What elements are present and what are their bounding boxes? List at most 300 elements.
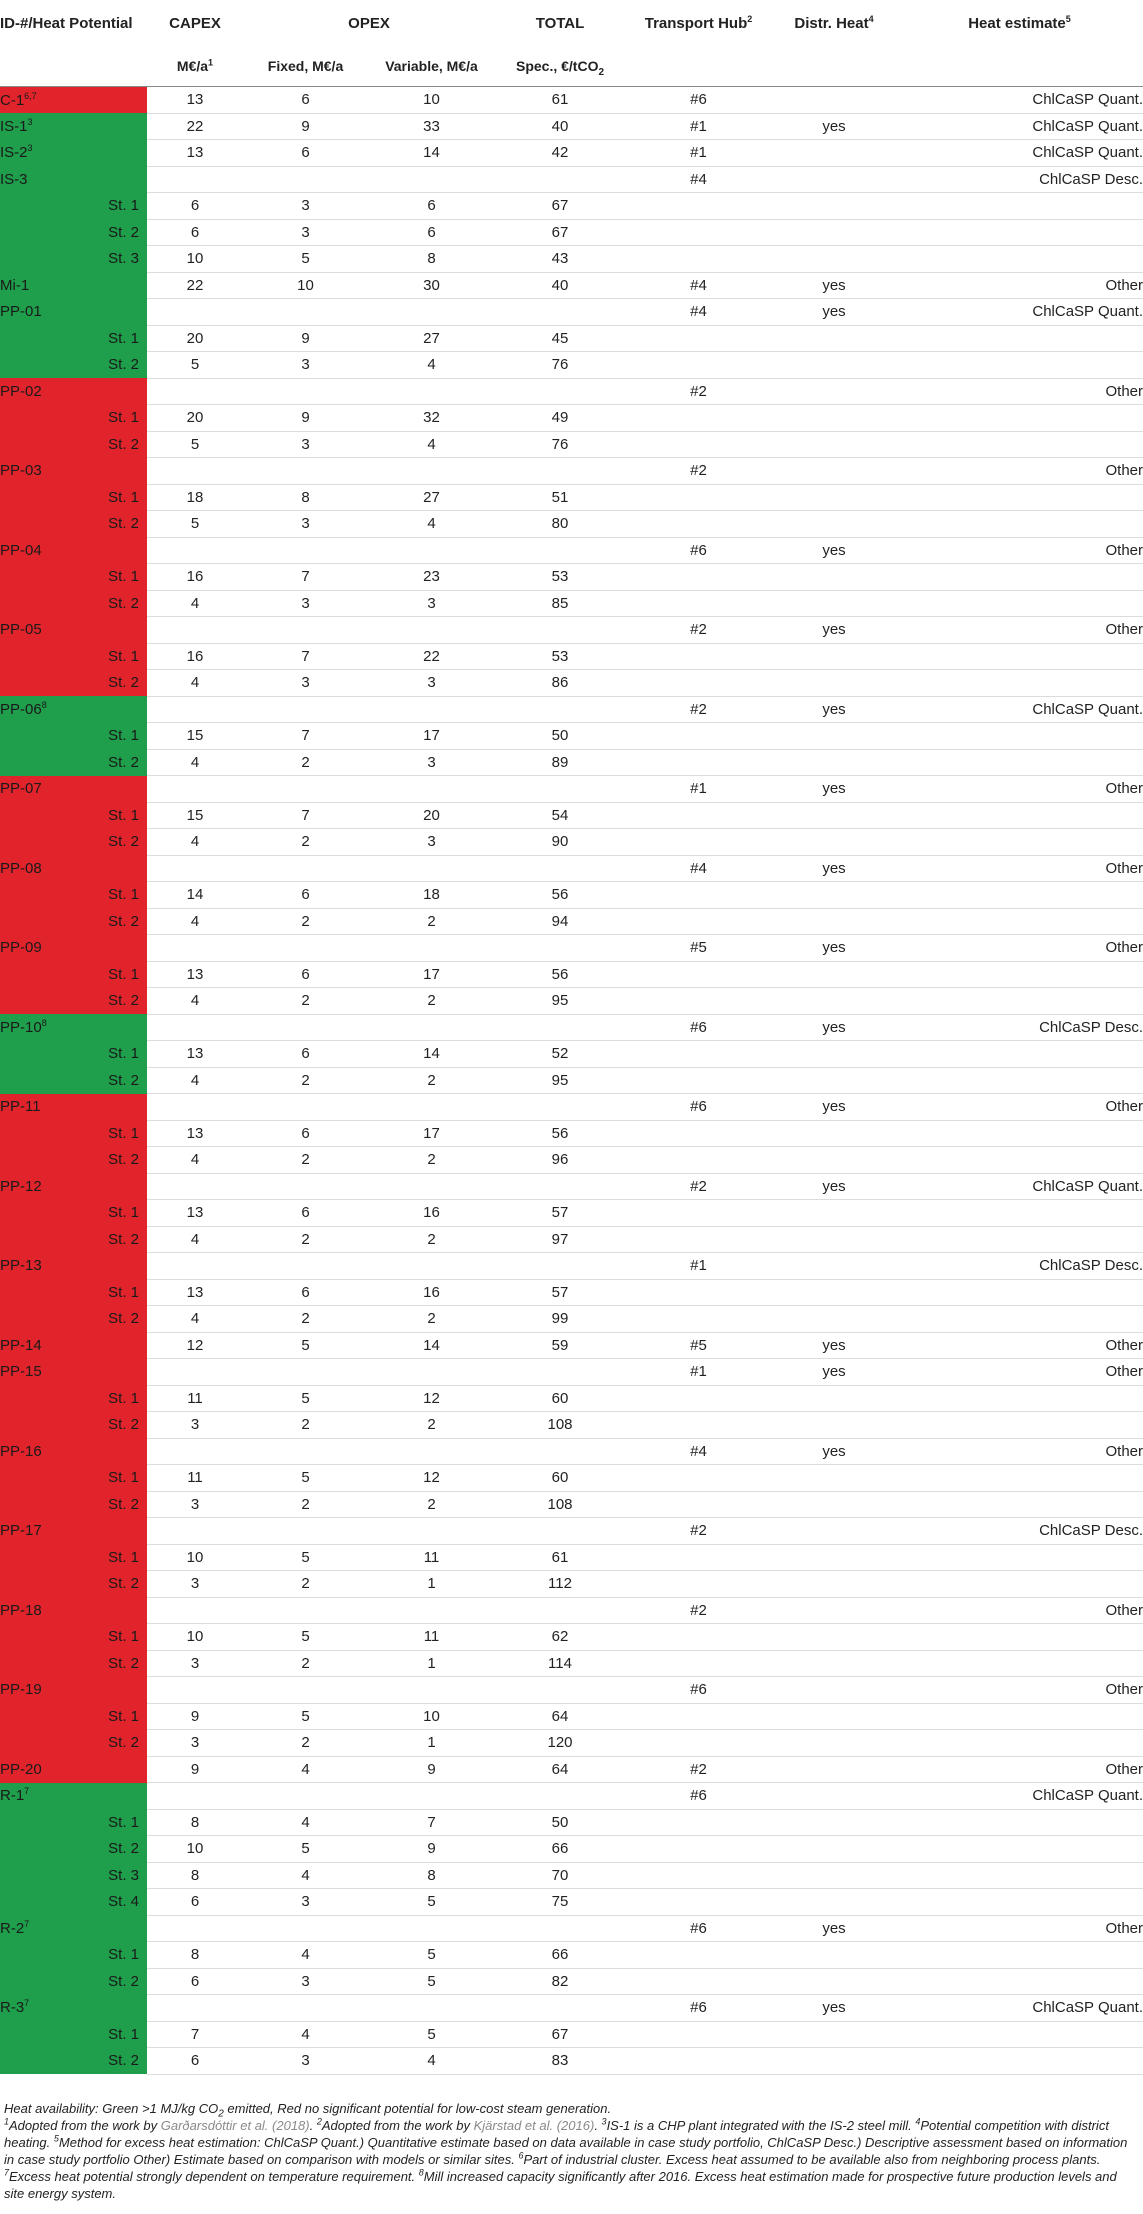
variable-opex-cell bbox=[368, 1173, 495, 1200]
transport-hub-cell bbox=[625, 1491, 772, 1518]
total-cell bbox=[495, 1597, 625, 1624]
stage-label: St. 1 bbox=[0, 643, 147, 670]
variable-opex-cell: 27 bbox=[368, 484, 495, 511]
total-cell bbox=[495, 1518, 625, 1545]
capex-cell bbox=[147, 1253, 243, 1280]
variable-opex-cell: 17 bbox=[368, 1120, 495, 1147]
transport-hub-cell: #4 bbox=[625, 272, 772, 299]
capex-cell: 22 bbox=[147, 272, 243, 299]
fixed-opex-cell bbox=[243, 935, 368, 962]
transport-hub-cell: #6 bbox=[625, 537, 772, 564]
transport-hub-cell bbox=[625, 405, 772, 432]
variable-opex-cell: 12 bbox=[368, 1465, 495, 1492]
total-cell: 70 bbox=[495, 1862, 625, 1889]
table-row bbox=[0, 405, 1143, 432]
variable-opex-cell: 9 bbox=[368, 1756, 495, 1783]
transport-hub-cell bbox=[625, 511, 772, 538]
table-row bbox=[0, 1677, 1143, 1704]
distr-heat-cell bbox=[772, 219, 896, 246]
fixed-opex-cell: 9 bbox=[243, 325, 368, 352]
heat-estimate-cell bbox=[896, 405, 1143, 432]
stage-label: St. 2 bbox=[0, 1730, 147, 1757]
heat-estimate-cell bbox=[896, 431, 1143, 458]
fixed-opex-cell: 2 bbox=[243, 1491, 368, 1518]
variable-opex-cell: 3 bbox=[368, 829, 495, 856]
stage-label: St. 1 bbox=[0, 1465, 147, 1492]
fixed-opex-cell: 3 bbox=[243, 219, 368, 246]
table-row bbox=[0, 272, 1143, 299]
stage-label: St. 1 bbox=[0, 1544, 147, 1571]
total-cell bbox=[495, 776, 625, 803]
variable-opex-cell bbox=[368, 1915, 495, 1942]
fixed-opex-cell bbox=[243, 696, 368, 723]
distr-heat-cell bbox=[772, 1571, 896, 1598]
fixed-opex-cell: 2 bbox=[243, 1571, 368, 1598]
distr-heat-cell: yes bbox=[772, 855, 896, 882]
capex-cell: 13 bbox=[147, 87, 243, 114]
distr-heat-cell bbox=[772, 1624, 896, 1651]
stage-label: St. 2 bbox=[0, 511, 147, 538]
variable-opex-cell bbox=[368, 1677, 495, 1704]
distr-heat-cell bbox=[772, 1147, 896, 1174]
distr-heat-cell bbox=[772, 1253, 896, 1280]
distr-heat-cell: yes bbox=[772, 1014, 896, 1041]
variable-opex-cell bbox=[368, 378, 495, 405]
variable-opex-cell: 1 bbox=[368, 1650, 495, 1677]
heat-estimate-cell bbox=[896, 2021, 1143, 2048]
total-cell: 94 bbox=[495, 908, 625, 935]
table-row bbox=[0, 1147, 1143, 1174]
heat-estimate-cell: Other bbox=[896, 1756, 1143, 1783]
heat-estimate-cell: Other bbox=[896, 617, 1143, 644]
fixed-opex-cell bbox=[243, 617, 368, 644]
distr-heat-cell bbox=[772, 988, 896, 1015]
distr-heat-cell: yes bbox=[772, 1332, 896, 1359]
total-cell: 61 bbox=[495, 87, 625, 114]
capex-cell: 13 bbox=[147, 961, 243, 988]
variable-opex-cell: 4 bbox=[368, 431, 495, 458]
capex-cell: 11 bbox=[147, 1465, 243, 1492]
variable-opex-cell: 27 bbox=[368, 325, 495, 352]
fixed-opex-cell bbox=[243, 1253, 368, 1280]
fixed-opex-cell: 8 bbox=[243, 484, 368, 511]
distr-heat-cell bbox=[772, 1677, 896, 1704]
stage-label: St. 1 bbox=[0, 961, 147, 988]
table-row bbox=[0, 484, 1143, 511]
heat-estimate-cell bbox=[896, 1226, 1143, 1253]
total-cell: 114 bbox=[495, 1650, 625, 1677]
table-row bbox=[0, 378, 1143, 405]
site-id: PP-19 bbox=[0, 1677, 147, 1704]
transport-hub-cell: #6 bbox=[625, 1677, 772, 1704]
total-cell bbox=[495, 1094, 625, 1121]
fixed-opex-cell: 2 bbox=[243, 988, 368, 1015]
table-row bbox=[0, 908, 1143, 935]
fixed-opex-cell bbox=[243, 855, 368, 882]
total-cell: 83 bbox=[495, 2048, 625, 2075]
total-cell: 57 bbox=[495, 1279, 625, 1306]
transport-hub-cell bbox=[625, 802, 772, 829]
total-cell: 89 bbox=[495, 749, 625, 776]
distr-heat-cell bbox=[772, 749, 896, 776]
site-id: $R-1^7$ bbox=[0, 1783, 147, 1810]
total-cell: 76 bbox=[495, 352, 625, 379]
variable-opex-cell: 14 bbox=[368, 140, 495, 167]
transport-hub-cell: #2 bbox=[625, 617, 772, 644]
stage-label: St. 1 bbox=[0, 1200, 147, 1227]
fixed-opex-cell: 2 bbox=[243, 1147, 368, 1174]
table-row bbox=[0, 1915, 1143, 1942]
capex-cell: 8 bbox=[147, 1862, 243, 1889]
heat-estimate-cell bbox=[896, 643, 1143, 670]
total-cell: 50 bbox=[495, 723, 625, 750]
total-cell: 56 bbox=[495, 882, 625, 909]
variable-opex-cell bbox=[368, 1783, 495, 1810]
variable-opex-cell bbox=[368, 1597, 495, 1624]
stage-label: St. 2 bbox=[0, 670, 147, 697]
transport-hub-cell: #2 bbox=[625, 1173, 772, 1200]
heat-estimate-cell bbox=[896, 511, 1143, 538]
total-cell: 54 bbox=[495, 802, 625, 829]
capex-cell: 6 bbox=[147, 1968, 243, 1995]
reference-link[interactable]: Kjärstad et al. (2016) bbox=[473, 2118, 595, 2133]
variable-opex-cell: 2 bbox=[368, 988, 495, 1015]
heat-estimate-cell bbox=[896, 1067, 1143, 1094]
stage-label: St. 1 bbox=[0, 1385, 147, 1412]
total-cell: 80 bbox=[495, 511, 625, 538]
variable-opex-cell: 12 bbox=[368, 1385, 495, 1412]
total-cell: 67 bbox=[495, 193, 625, 220]
capex-cell bbox=[147, 1014, 243, 1041]
transport-hub-cell bbox=[625, 2048, 772, 2075]
table-row bbox=[0, 1597, 1143, 1624]
capex-cell bbox=[147, 1995, 243, 2022]
heat-estimate-cell: ChlCaSP Quant. bbox=[896, 87, 1143, 114]
distr-heat-cell bbox=[772, 140, 896, 167]
site-id: IS-3 bbox=[0, 166, 147, 193]
capex-cell: 6 bbox=[147, 193, 243, 220]
stage-label: St. 2 bbox=[0, 1147, 147, 1174]
unit-row bbox=[0, 46, 1143, 87]
heat-estimate-cell bbox=[896, 1147, 1143, 1174]
capex-cell: 4 bbox=[147, 1226, 243, 1253]
table-row bbox=[0, 1226, 1143, 1253]
total-cell bbox=[495, 617, 625, 644]
distr-heat-cell bbox=[772, 352, 896, 379]
table-row bbox=[0, 166, 1143, 193]
capex-cell: 13 bbox=[147, 1120, 243, 1147]
variable-opex-cell bbox=[368, 696, 495, 723]
fixed-opex-cell bbox=[243, 299, 368, 326]
distr-heat-cell bbox=[772, 87, 896, 114]
transport-hub-cell: #1 bbox=[625, 113, 772, 140]
stage-label: St. 1 bbox=[0, 723, 147, 750]
heat-estimate-cell: ChlCaSP Desc. bbox=[896, 1253, 1143, 1280]
fixed-opex-cell: 3 bbox=[243, 1968, 368, 1995]
capex-cell: 20 bbox=[147, 405, 243, 432]
capex-cell: 3 bbox=[147, 1730, 243, 1757]
transport-hub-cell: #4 bbox=[625, 166, 772, 193]
spec-unit: Spec., €/tCO$_2$ bbox=[495, 46, 625, 87]
capex-cell bbox=[147, 1783, 243, 1810]
fixed-opex-cell: 2 bbox=[243, 908, 368, 935]
table-row bbox=[0, 935, 1143, 962]
fixed-opex-cell bbox=[243, 1915, 368, 1942]
variable-opex-cell: 5 bbox=[368, 1889, 495, 1916]
transport-hub-cell bbox=[625, 1041, 772, 1068]
distr-heat-cell: yes bbox=[772, 776, 896, 803]
fixed-opex-cell bbox=[243, 458, 368, 485]
total-cell: 82 bbox=[495, 1968, 625, 1995]
variable-opex-cell: 4 bbox=[368, 352, 495, 379]
table-row bbox=[0, 1359, 1143, 1386]
transport-hub-cell bbox=[625, 1147, 772, 1174]
transport-hub-cell: #2 bbox=[625, 458, 772, 485]
distr-heat-cell bbox=[772, 378, 896, 405]
distr-heat-cell bbox=[772, 1306, 896, 1333]
table-row bbox=[0, 1624, 1143, 1651]
transport-hub-cell: #2 bbox=[625, 378, 772, 405]
site-id: $R-2^7$ bbox=[0, 1915, 147, 1942]
heat-estimate-cell bbox=[896, 1836, 1143, 1863]
capex-cell: 4 bbox=[147, 670, 243, 697]
variable-opex-cell bbox=[368, 1094, 495, 1121]
reference-link[interactable]: Garðarsdóttir et al. (2018) bbox=[160, 2118, 310, 2133]
table-row bbox=[0, 1067, 1143, 1094]
fixed-opex-cell: 5 bbox=[243, 1544, 368, 1571]
transport-hub-cell: #6 bbox=[625, 1915, 772, 1942]
transport-hub-cell bbox=[625, 829, 772, 856]
heat-estimate-cell: Other bbox=[896, 537, 1143, 564]
table-row bbox=[0, 1889, 1143, 1916]
heat-estimate-cell: ChlCaSP Desc. bbox=[896, 1014, 1143, 1041]
distr-heat-cell: yes bbox=[772, 617, 896, 644]
heat-estimate-cell bbox=[896, 1385, 1143, 1412]
fixed-opex-cell: 6 bbox=[243, 140, 368, 167]
transport-hub-cell bbox=[625, 1889, 772, 1916]
capex-cell: 13 bbox=[147, 1279, 243, 1306]
heat-estimate-cell bbox=[896, 908, 1143, 935]
fixed-opex-cell bbox=[243, 166, 368, 193]
variable-opex-cell: 17 bbox=[368, 723, 495, 750]
capex-cell: 3 bbox=[147, 1412, 243, 1439]
header-row bbox=[0, 0, 1143, 46]
heat-estimate-cell bbox=[896, 882, 1143, 909]
table-row bbox=[0, 988, 1143, 1015]
variable-opex-cell: 6 bbox=[368, 193, 495, 220]
stage-label: St. 2 bbox=[0, 352, 147, 379]
heat-estimate-cell: Other bbox=[896, 1597, 1143, 1624]
table-row bbox=[0, 140, 1143, 167]
total-cell: 76 bbox=[495, 431, 625, 458]
capex-cell: 12 bbox=[147, 1332, 243, 1359]
stage-label: St. 2 bbox=[0, 908, 147, 935]
heat-estimate-cell bbox=[896, 1624, 1143, 1651]
table-row bbox=[0, 1756, 1143, 1783]
stage-label: St. 2 bbox=[0, 829, 147, 856]
transport-hub-cell bbox=[625, 219, 772, 246]
fixed-opex-cell: 4 bbox=[243, 1809, 368, 1836]
heat-estimate-cell bbox=[896, 325, 1143, 352]
total-cell: 108 bbox=[495, 1491, 625, 1518]
fixed-opex-cell: 4 bbox=[243, 1942, 368, 1969]
table-row bbox=[0, 511, 1143, 538]
distr-heat-cell bbox=[772, 1385, 896, 1412]
table-footnotes bbox=[4, 2100, 1140, 2202]
total-cell: 67 bbox=[495, 219, 625, 246]
capex-cell bbox=[147, 776, 243, 803]
table-row bbox=[0, 1465, 1143, 1492]
table-row bbox=[0, 113, 1143, 140]
distr-heat-cell bbox=[772, 590, 896, 617]
distr-heat-cell: yes bbox=[772, 537, 896, 564]
table-row bbox=[0, 617, 1143, 644]
total-cell: 90 bbox=[495, 829, 625, 856]
variable-opex-cell: 3 bbox=[368, 749, 495, 776]
total-cell: 85 bbox=[495, 590, 625, 617]
variable-opex-cell: 5 bbox=[368, 2021, 495, 2048]
opex-header: OPEX bbox=[348, 14, 390, 32]
variable-opex-cell: 4 bbox=[368, 511, 495, 538]
variable-opex-cell: 5 bbox=[368, 1942, 495, 1969]
fixed-opex-cell: 6 bbox=[243, 1279, 368, 1306]
distr-heat-cell bbox=[772, 431, 896, 458]
stage-label: St. 2 bbox=[0, 749, 147, 776]
fixed-opex-cell: 6 bbox=[243, 87, 368, 114]
total-cell: 51 bbox=[495, 484, 625, 511]
site-id: $R-3^7$ bbox=[0, 1995, 147, 2022]
heat-estimate-cell bbox=[896, 1306, 1143, 1333]
fixed-opex-cell: 6 bbox=[243, 882, 368, 909]
variable-opex-cell: 3 bbox=[368, 670, 495, 697]
capex-cell: 14 bbox=[147, 882, 243, 909]
table-row bbox=[0, 1120, 1143, 1147]
stage-label: St. 1 bbox=[0, 325, 147, 352]
variable-opex-cell: 1 bbox=[368, 1571, 495, 1598]
heat-estimate-cell bbox=[896, 988, 1143, 1015]
variable-opex-cell bbox=[368, 1359, 495, 1386]
total-cell bbox=[495, 1915, 625, 1942]
variable-opex-cell: 22 bbox=[368, 643, 495, 670]
site-id: PP-16 bbox=[0, 1438, 147, 1465]
transport-hub-cell bbox=[625, 723, 772, 750]
distr-heat-cell bbox=[772, 1120, 896, 1147]
variable-opex-cell: 17 bbox=[368, 961, 495, 988]
capex-unit: $M€/a^1$ bbox=[147, 46, 243, 87]
heat-estimate-cell: Other bbox=[896, 855, 1143, 882]
heat-estimate-cell: Other bbox=[896, 1677, 1143, 1704]
heat-estimate-cell bbox=[896, 1571, 1143, 1598]
variable-opex-cell: 20 bbox=[368, 802, 495, 829]
distr-heat-cell bbox=[772, 1862, 896, 1889]
heat-estimate-cell: Other bbox=[896, 272, 1143, 299]
total-cell: 96 bbox=[495, 1147, 625, 1174]
total-cell: 75 bbox=[495, 1889, 625, 1916]
heat-estimate-cell bbox=[896, 1968, 1143, 1995]
stage-label: St. 2 bbox=[0, 1306, 147, 1333]
stage-label: St. 2 bbox=[0, 1067, 147, 1094]
stage-label: St. 2 bbox=[0, 1571, 147, 1598]
transport-hub-cell: #5 bbox=[625, 935, 772, 962]
heat-estimate-cell bbox=[896, 564, 1143, 591]
distr-heat-cell bbox=[772, 908, 896, 935]
fixed-opex-cell bbox=[243, 537, 368, 564]
capex-cell bbox=[147, 855, 243, 882]
total-cell: 108 bbox=[495, 1412, 625, 1439]
site-id: PP-14 bbox=[0, 1332, 147, 1359]
fixed-opex-cell: 2 bbox=[243, 749, 368, 776]
distr-heat-cell bbox=[772, 511, 896, 538]
variable-opex-cell: 6 bbox=[368, 219, 495, 246]
heat-estimate-cell: ChlCaSP Quant. bbox=[896, 113, 1143, 140]
fixed-opex-cell: 2 bbox=[243, 1226, 368, 1253]
transport-hub-cell bbox=[625, 1942, 772, 1969]
capex-cell bbox=[147, 1173, 243, 1200]
transport-hub-cell bbox=[625, 564, 772, 591]
variable-opex-cell: 30 bbox=[368, 272, 495, 299]
stage-label: St. 1 bbox=[0, 1279, 147, 1306]
table-row bbox=[0, 325, 1143, 352]
fixed-opex-cell: 2 bbox=[243, 1067, 368, 1094]
site-id: PP-17 bbox=[0, 1518, 147, 1545]
variable-opex-cell: 23 bbox=[368, 564, 495, 591]
fixed-opex-cell: 2 bbox=[243, 829, 368, 856]
heat-estimate-cell bbox=[896, 802, 1143, 829]
transport-hub-cell bbox=[625, 1809, 772, 1836]
fixed-opex-cell: 4 bbox=[243, 1756, 368, 1783]
transport-hub-cell bbox=[625, 1650, 772, 1677]
stage-label: St. 2 bbox=[0, 219, 147, 246]
distr-heat-cell: yes bbox=[772, 1915, 896, 1942]
stage-label: St. 2 bbox=[0, 431, 147, 458]
heat-estimate-cell bbox=[896, 961, 1143, 988]
total-cell: 53 bbox=[495, 564, 625, 591]
fixed-opex-cell: 5 bbox=[243, 1703, 368, 1730]
total-cell: 64 bbox=[495, 1703, 625, 1730]
fixed-opex-cell: 5 bbox=[243, 246, 368, 273]
total-cell: 60 bbox=[495, 1385, 625, 1412]
distr-heat-cell bbox=[772, 1809, 896, 1836]
site-id: PP-13 bbox=[0, 1253, 147, 1280]
fixed-opex-cell bbox=[243, 776, 368, 803]
capex-cell: 4 bbox=[147, 829, 243, 856]
transport-hub-cell: #6 bbox=[625, 1995, 772, 2022]
table-row bbox=[0, 1650, 1143, 1677]
table-row bbox=[0, 1014, 1143, 1041]
stage-label: St. 2 bbox=[0, 590, 147, 617]
capex-cell: 8 bbox=[147, 1809, 243, 1836]
capex-cell: 3 bbox=[147, 1650, 243, 1677]
heat-estimate-cell bbox=[896, 1862, 1143, 1889]
transport-hub-cell bbox=[625, 590, 772, 617]
stage-label: St. 1 bbox=[0, 1942, 147, 1969]
transport-hub-cell bbox=[625, 1968, 772, 1995]
capex-cell: 15 bbox=[147, 723, 243, 750]
transport-hub-cell bbox=[625, 1279, 772, 1306]
heat-estimate-cell bbox=[896, 1650, 1143, 1677]
capex-cell: 22 bbox=[147, 113, 243, 140]
heat-estimate-cell: ChlCaSP Quant. bbox=[896, 299, 1143, 326]
heat-estimate-cell: ChlCaSP Quant. bbox=[896, 696, 1143, 723]
table-row bbox=[0, 537, 1143, 564]
transport-hub-cell: #2 bbox=[625, 1597, 772, 1624]
heat-estimate-cell bbox=[896, 1809, 1143, 1836]
capex-cell: 3 bbox=[147, 1571, 243, 1598]
fixed-opex-cell: 5 bbox=[243, 1385, 368, 1412]
heat-estimate-cell bbox=[896, 1120, 1143, 1147]
table-row bbox=[0, 1836, 1143, 1863]
fixed-opex-cell: 3 bbox=[243, 511, 368, 538]
